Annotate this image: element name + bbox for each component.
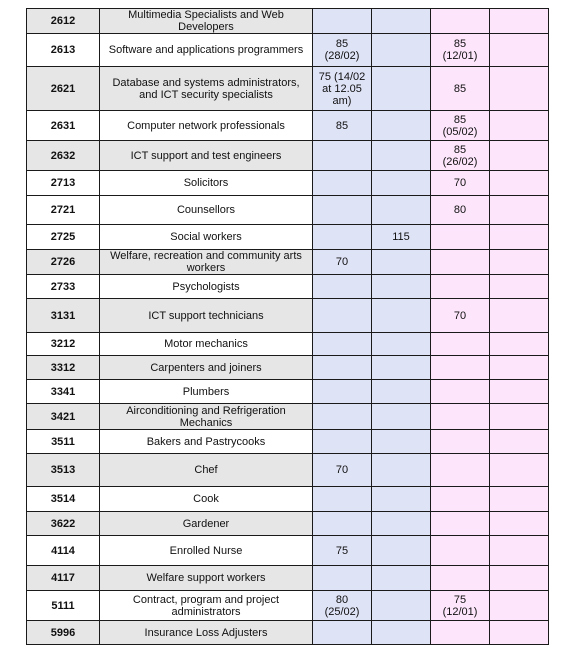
points-col-2-cell: 115 bbox=[372, 225, 431, 250]
occupation-name-cell: ICT support and test engineers bbox=[100, 141, 313, 171]
occupation-name-cell: Psychologists bbox=[100, 275, 313, 299]
points-col-3-cell bbox=[431, 225, 490, 250]
points-col-1-cell: 70 bbox=[313, 454, 372, 487]
points-col-1-cell bbox=[313, 9, 372, 34]
table-row bbox=[27, 333, 549, 356]
occupation-code-cell: 5111 bbox=[27, 591, 100, 621]
points-col-4-cell bbox=[490, 380, 549, 404]
table-row bbox=[27, 566, 549, 591]
points-col-1-cell bbox=[313, 404, 372, 430]
occupation-name-cell: Bakers and Pastrycooks bbox=[100, 430, 313, 454]
points-col-1-cell bbox=[313, 356, 372, 380]
points-col-2-cell bbox=[372, 250, 431, 275]
occupation-code-cell: 3514 bbox=[27, 487, 100, 512]
points-col-3-cell: 75 (12/01) bbox=[431, 591, 490, 621]
points-col-1-cell bbox=[313, 141, 372, 171]
points-col-2-cell bbox=[372, 404, 431, 430]
occupation-name-cell: Multimedia Specialists and Web Developers bbox=[100, 9, 313, 34]
points-col-4-cell bbox=[490, 275, 549, 299]
points-col-3-cell bbox=[431, 566, 490, 591]
points-col-3-cell bbox=[431, 333, 490, 356]
points-col-3-cell bbox=[431, 536, 490, 566]
points-col-4-cell bbox=[490, 299, 549, 333]
table-row bbox=[27, 171, 549, 196]
occupation-name-cell: Cook bbox=[100, 487, 313, 512]
points-col-2-cell bbox=[372, 171, 431, 196]
points-col-1-cell bbox=[313, 512, 372, 536]
occupation-name-cell: Welfare, recreation and community arts workers bbox=[100, 250, 313, 275]
points-col-4-cell bbox=[490, 536, 549, 566]
table-row bbox=[27, 356, 549, 380]
points-col-1-cell: 75 (14/02 at 12.05 am) bbox=[313, 67, 372, 111]
occupation-code-cell: 2726 bbox=[27, 250, 100, 275]
points-col-4-cell bbox=[490, 9, 549, 34]
points-col-4-cell bbox=[490, 111, 549, 141]
points-col-1-cell: 85 bbox=[313, 111, 372, 141]
table-row bbox=[27, 591, 549, 621]
occupation-name-cell: Airconditioning and Refrigeration Mechanics bbox=[100, 404, 313, 430]
points-col-2-cell bbox=[372, 454, 431, 487]
points-col-4-cell bbox=[490, 404, 549, 430]
occupation-name-cell: Insurance Loss Adjusters bbox=[100, 621, 313, 645]
occupation-name-cell: Carpenters and joiners bbox=[100, 356, 313, 380]
points-col-3-cell bbox=[431, 250, 490, 275]
points-col-2-cell bbox=[372, 196, 431, 225]
occupation-name-cell: Gardener bbox=[100, 512, 313, 536]
occupation-code-cell: 2733 bbox=[27, 275, 100, 299]
occupation-name-cell: Database and systems administrators, and ICT security specialists bbox=[100, 67, 313, 111]
table-row bbox=[27, 487, 549, 512]
occupation-name-cell: Enrolled Nurse bbox=[100, 536, 313, 566]
occupation-code-cell: 3312 bbox=[27, 356, 100, 380]
table-row bbox=[27, 111, 549, 141]
occupation-name-cell: Chef bbox=[100, 454, 313, 487]
points-col-3-cell: 85 bbox=[431, 67, 490, 111]
points-col-1-cell: 80 (25/02) bbox=[313, 591, 372, 621]
points-col-3-cell bbox=[431, 487, 490, 512]
points-col-1-cell: 70 bbox=[313, 250, 372, 275]
table-row bbox=[27, 380, 549, 404]
points-col-3-cell: 85 (12/01) bbox=[431, 34, 490, 67]
points-col-1-cell bbox=[313, 487, 372, 512]
points-col-4-cell bbox=[490, 34, 549, 67]
occupation-code-cell: 4114 bbox=[27, 536, 100, 566]
points-col-4-cell bbox=[490, 487, 549, 512]
table-body bbox=[27, 9, 549, 645]
points-col-4-cell bbox=[490, 67, 549, 111]
points-col-2-cell bbox=[372, 356, 431, 380]
points-col-2-cell bbox=[372, 591, 431, 621]
points-col-2-cell bbox=[372, 333, 431, 356]
occupation-code-cell: 2721 bbox=[27, 196, 100, 225]
table-row bbox=[27, 299, 549, 333]
occupation-code-cell: 5996 bbox=[27, 621, 100, 645]
points-col-1-cell bbox=[313, 171, 372, 196]
points-col-2-cell bbox=[372, 487, 431, 512]
points-col-1-cell bbox=[313, 299, 372, 333]
occupation-code-cell: 2613 bbox=[27, 34, 100, 67]
points-col-4-cell bbox=[490, 566, 549, 591]
points-col-3-cell: 70 bbox=[431, 171, 490, 196]
occupation-name-cell: Social workers bbox=[100, 225, 313, 250]
points-col-4-cell bbox=[490, 333, 549, 356]
table-row bbox=[27, 225, 549, 250]
points-col-1-cell: 85 (28/02) bbox=[313, 34, 372, 67]
points-col-1-cell bbox=[313, 621, 372, 645]
points-col-4-cell bbox=[490, 250, 549, 275]
table-row bbox=[27, 141, 549, 171]
points-col-4-cell bbox=[490, 430, 549, 454]
points-col-3-cell bbox=[431, 454, 490, 487]
points-col-3-cell bbox=[431, 275, 490, 299]
points-col-1-cell bbox=[313, 333, 372, 356]
table-row bbox=[27, 250, 549, 275]
points-col-1-cell: 75 bbox=[313, 536, 372, 566]
occupation-name-cell: Computer network professionals bbox=[100, 111, 313, 141]
points-col-2-cell bbox=[372, 67, 431, 111]
occupation-code-cell: 3421 bbox=[27, 404, 100, 430]
occupation-code-cell: 2632 bbox=[27, 141, 100, 171]
points-col-1-cell bbox=[313, 275, 372, 299]
points-col-1-cell bbox=[313, 430, 372, 454]
points-col-1-cell bbox=[313, 566, 372, 591]
points-col-3-cell: 80 bbox=[431, 196, 490, 225]
points-col-2-cell bbox=[372, 430, 431, 454]
points-col-2-cell bbox=[372, 34, 431, 67]
points-col-3-cell bbox=[431, 621, 490, 645]
occupation-code-cell: 3622 bbox=[27, 512, 100, 536]
occupation-code-cell: 2612 bbox=[27, 9, 100, 34]
points-col-3-cell bbox=[431, 356, 490, 380]
table-row bbox=[27, 512, 549, 536]
points-col-2-cell bbox=[372, 111, 431, 141]
occupation-name-cell: ICT support technicians bbox=[100, 299, 313, 333]
table-row bbox=[27, 536, 549, 566]
points-col-2-cell bbox=[372, 512, 431, 536]
table-row bbox=[27, 67, 549, 111]
points-col-4-cell bbox=[490, 225, 549, 250]
table-row bbox=[27, 275, 549, 299]
occupation-name-cell: Solicitors bbox=[100, 171, 313, 196]
occupation-name-cell: Plumbers bbox=[100, 380, 313, 404]
points-col-4-cell bbox=[490, 621, 549, 645]
occupation-code-cell: 2621 bbox=[27, 67, 100, 111]
occupation-name-cell: Welfare support workers bbox=[100, 566, 313, 591]
table-row bbox=[27, 9, 549, 34]
points-col-3-cell bbox=[431, 380, 490, 404]
table-row bbox=[27, 196, 549, 225]
points-col-1-cell bbox=[313, 196, 372, 225]
table-row bbox=[27, 430, 549, 454]
table-row bbox=[27, 454, 549, 487]
occupation-code-cell: 2713 bbox=[27, 171, 100, 196]
occupation-points-table bbox=[26, 8, 549, 645]
occupation-code-cell: 2725 bbox=[27, 225, 100, 250]
points-col-4-cell bbox=[490, 141, 549, 171]
points-col-4-cell bbox=[490, 512, 549, 536]
occupation-code-cell: 4117 bbox=[27, 566, 100, 591]
points-col-4-cell bbox=[490, 454, 549, 487]
occupation-name-cell: Motor mechanics bbox=[100, 333, 313, 356]
points-col-2-cell bbox=[372, 566, 431, 591]
table-row bbox=[27, 621, 549, 645]
points-col-2-cell bbox=[372, 141, 431, 171]
points-col-3-cell bbox=[431, 9, 490, 34]
occupation-name-cell: Counsellors bbox=[100, 196, 313, 225]
points-col-3-cell: 70 bbox=[431, 299, 490, 333]
points-col-2-cell bbox=[372, 275, 431, 299]
table-row bbox=[27, 34, 549, 67]
points-col-2-cell bbox=[372, 299, 431, 333]
points-col-2-cell bbox=[372, 621, 431, 645]
points-col-2-cell bbox=[372, 380, 431, 404]
points-col-4-cell bbox=[490, 356, 549, 380]
occupation-code-cell: 3513 bbox=[27, 454, 100, 487]
occupation-name-cell: Contract, program and project administrators bbox=[100, 591, 313, 621]
occupation-code-cell: 2631 bbox=[27, 111, 100, 141]
table-row bbox=[27, 404, 549, 430]
points-col-4-cell bbox=[490, 591, 549, 621]
occupation-code-cell: 3131 bbox=[27, 299, 100, 333]
points-col-3-cell bbox=[431, 430, 490, 454]
points-col-2-cell bbox=[372, 9, 431, 34]
occupation-code-cell: 3212 bbox=[27, 333, 100, 356]
occupation-code-cell: 3511 bbox=[27, 430, 100, 454]
occupation-name-cell: Software and applications programmers bbox=[100, 34, 313, 67]
points-col-3-cell: 85 (26/02) bbox=[431, 141, 490, 171]
points-col-3-cell: 85 (05/02) bbox=[431, 111, 490, 141]
points-col-1-cell bbox=[313, 380, 372, 404]
occupation-code-cell: 3341 bbox=[27, 380, 100, 404]
points-col-4-cell bbox=[490, 196, 549, 225]
points-col-4-cell bbox=[490, 171, 549, 196]
points-col-2-cell bbox=[372, 536, 431, 566]
points-col-3-cell bbox=[431, 404, 490, 430]
points-col-3-cell bbox=[431, 512, 490, 536]
points-col-1-cell bbox=[313, 225, 372, 250]
